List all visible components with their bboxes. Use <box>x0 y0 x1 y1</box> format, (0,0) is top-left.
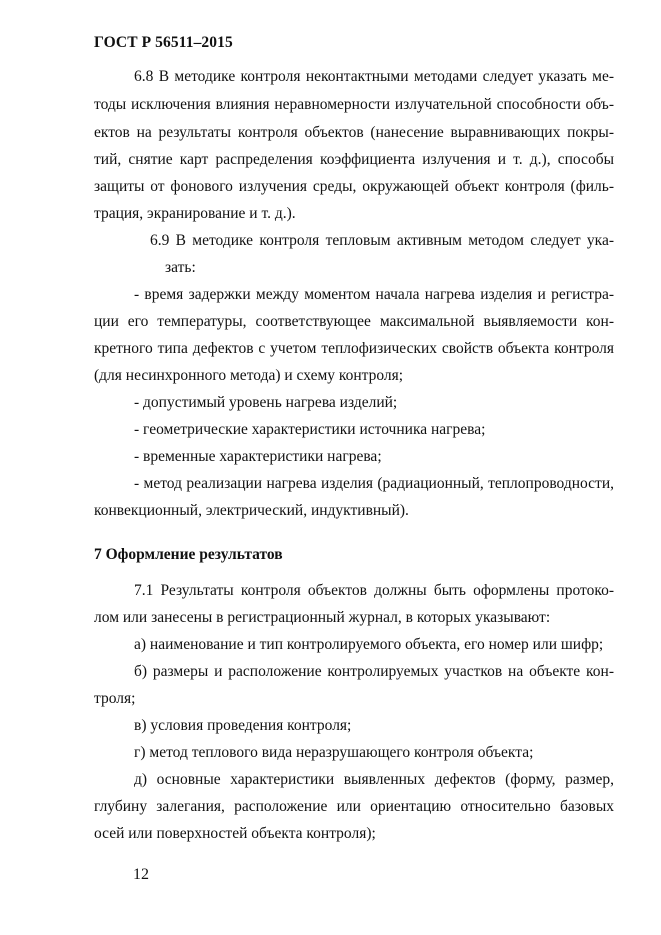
list-item-7-1: д) основные характеристики выявленных дефектов (форму, размер, <box>134 771 614 788</box>
paragraph-6-8-line: ектов на результаты контроля объектов (нанесение выравнивающих покры- <box>94 124 614 141</box>
paragraph-7-1-line: лом или занесены в регистрационный журнал, в которых указывают: <box>94 609 551 626</box>
list-item-7-1: троля; <box>94 690 136 707</box>
paragraph-6-8-line: защиты от фонового излучения среды, окружающей объект контроля (филь- <box>94 178 614 195</box>
list-item-6-9: (для несинхронного метода) и схему контроля; <box>94 367 404 384</box>
list-item-6-9: - метод реализации нагрева изделия (радиационный, теплопроводности, <box>134 475 614 492</box>
list-item-7-1: б) размеры и расположение контролируемых участков на объекте кон- <box>134 663 614 680</box>
list-item-6-9: ции его температуры, соответствующее максимальной выявляемости кон- <box>94 313 614 330</box>
list-item-6-9: - временные характеристики нагрева; <box>134 448 382 465</box>
paragraph-6-9-line: зать: <box>165 259 196 276</box>
paragraph-7-1-line: 7.1 Результаты контроля объектов должны быть оформлены протоко- <box>134 582 614 599</box>
paragraph-6-8-line: тоды исключения влияния неравномерности излучательной способности объ- <box>94 96 614 113</box>
list-item-6-9: - геометрические характеристики источника нагрева; <box>134 421 486 438</box>
list-item-7-1: в) условия проведения контроля; <box>134 717 352 734</box>
list-item-7-1: осей или поверхностей объекта контроля); <box>94 825 376 842</box>
page-number: 12 <box>133 866 149 883</box>
list-item-6-9: конвекционный, электрический, индуктивный). <box>94 502 409 519</box>
paragraph-6-8-line: 6.8 В методике контроля неконтактными методами следует указать ме- <box>134 68 614 85</box>
list-item-7-1: а) наименование и тип контролируемого объекта, его номер или шифр; <box>134 636 604 653</box>
list-item-6-9: - время задержки между моментом начала нагрева изделия и регистра- <box>134 286 614 303</box>
document-header: ГОСТ Р 56511–2015 <box>94 34 233 51</box>
list-item-7-1: глубину залегания, расположение или ориентацию относительно базовых <box>94 798 614 815</box>
paragraph-6-8-line: тий, снятие карт распределения коэффициента излучения и т. д.), способы <box>94 151 614 168</box>
list-item-6-9: - допустимый уровень нагрева изделий; <box>134 394 398 411</box>
list-item-7-1: г) метод теплового вида неразрушающего контроля объекта; <box>134 744 534 761</box>
paragraph-6-8-line: трация, экранирование и т. д.). <box>94 205 296 222</box>
paragraph-6-9-line: 6.9 В методике контроля тепловым активным методом следует ука- <box>150 232 614 249</box>
list-item-6-9: кретного типа дефектов с учетом теплофизических свойств объекта контроля <box>94 340 614 357</box>
section-7-heading: 7 Оформление результатов <box>94 546 283 563</box>
